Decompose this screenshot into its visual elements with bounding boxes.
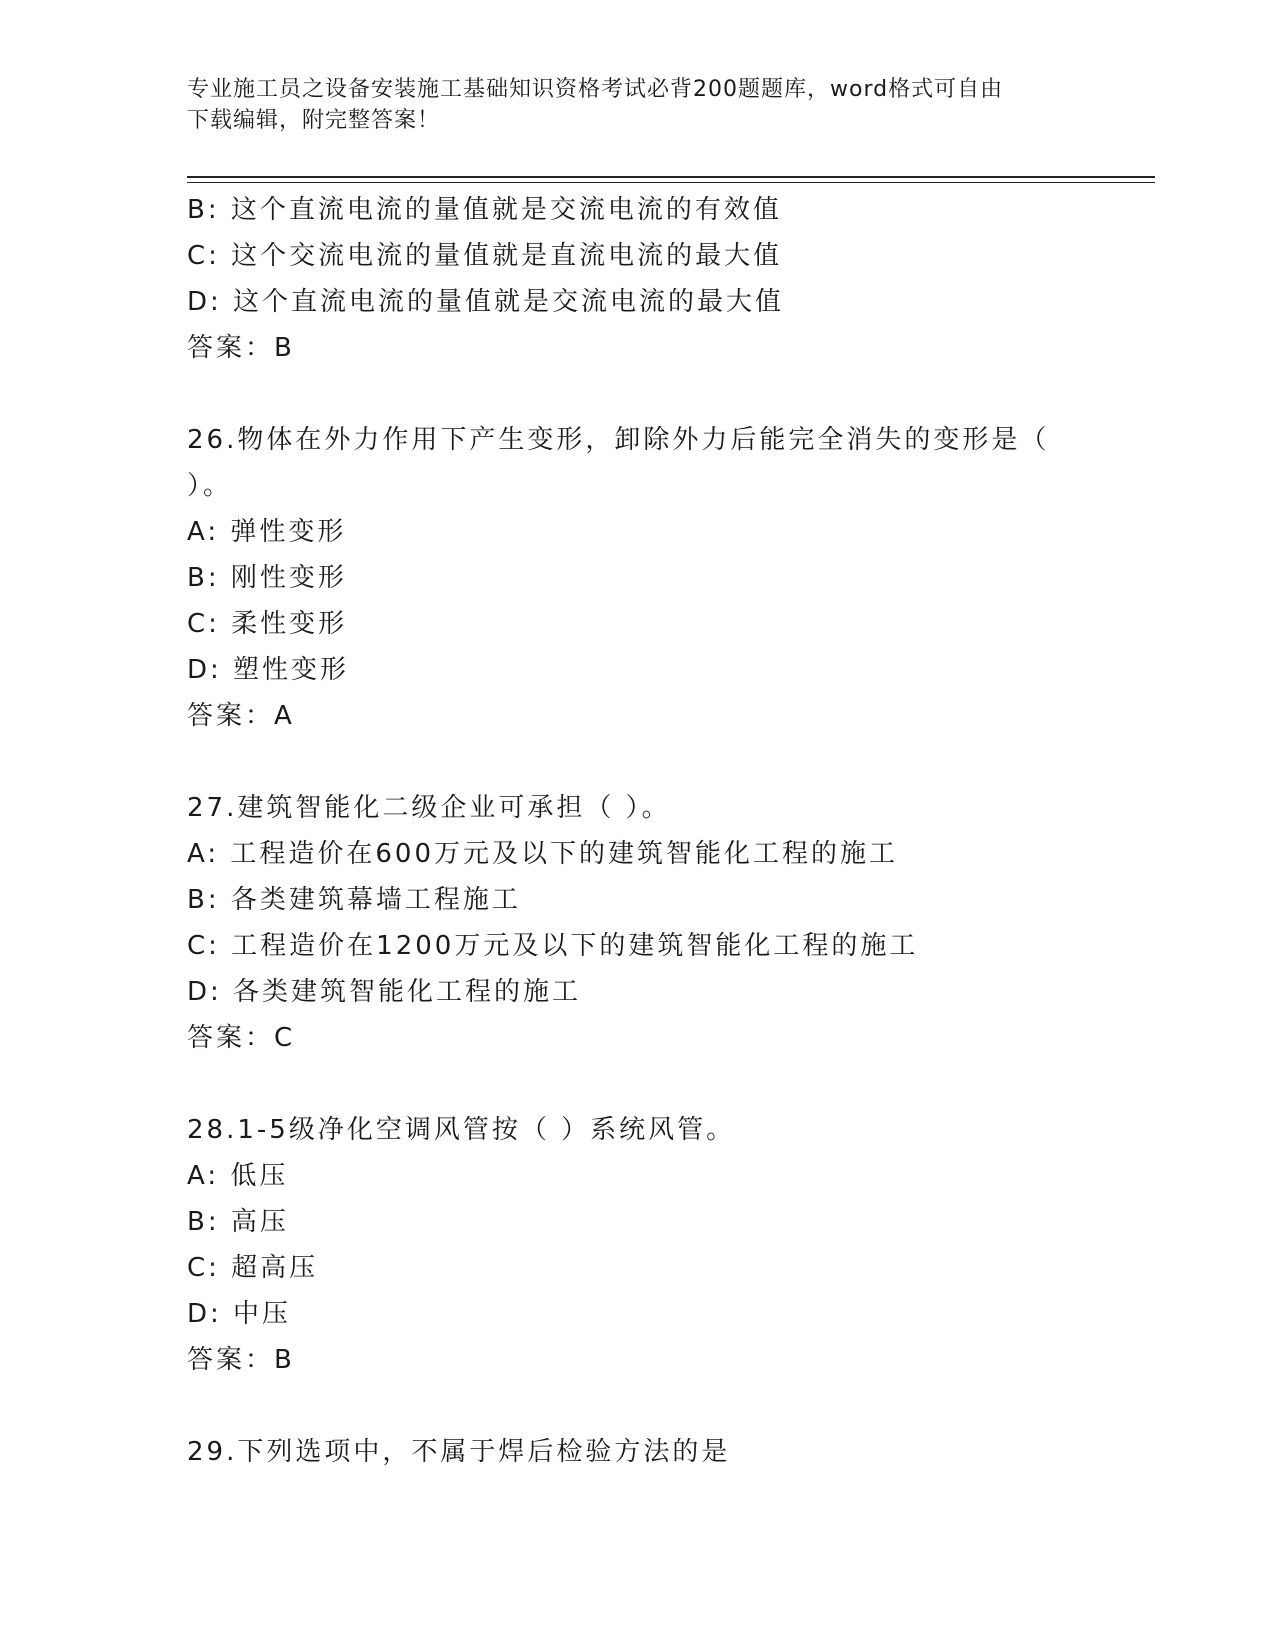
document-header (187, 74, 1067, 136)
question-28-block (187, 1107, 1117, 1383)
header-divider-thick (187, 176, 1155, 178)
option-a: A: 低压 (187, 1161, 289, 1191)
question-text: 27.建筑智能化二级企业可承担（ ）。 (187, 793, 671, 823)
option-b: B: 各类建筑幕墙工程施工 (187, 885, 521, 915)
question-text: 28.1-5级净化空调风管按（ ）系统风管。 (187, 1115, 736, 1145)
question-27-block (187, 785, 1117, 1061)
spacer (187, 739, 1117, 785)
option-d: D: 各类建筑智能化工程的施工 (187, 977, 582, 1007)
spacer (187, 1383, 1117, 1429)
spacer (187, 371, 1117, 417)
question-text-line-1: 26.物体在外力作用下产生变形，卸除外力后能完全消失的变形是（ (187, 425, 1050, 455)
question-list (187, 187, 1117, 1475)
option-b: B: 这个直流电流的量值就是交流电流的有效值 (187, 195, 782, 225)
option-d: D: 塑性变形 (187, 655, 350, 685)
option-c: C: 柔性变形 (187, 609, 348, 639)
answer-label: 答案：A (187, 701, 295, 731)
header-divider-thin (187, 182, 1155, 183)
header-title-line-1: 专业施工员之设备安装施工基础知识资格考试必背200题题库，word格式可自由 (187, 77, 1004, 102)
option-c: C: 这个交流电流的量值就是直流电流的最大值 (187, 241, 783, 271)
question-text: 29.下列选项中，不属于焊后检验方法的是 (187, 1437, 731, 1467)
question-26-block (187, 417, 1117, 739)
option-b: B: 刚性变形 (187, 563, 347, 593)
question-text-line-2: ）。 (187, 471, 233, 501)
option-c: C: 超高压 (187, 1253, 319, 1283)
header-title-line-2: 下载编辑，附完整答案！ (187, 108, 441, 133)
option-d: D: 中压 (187, 1299, 292, 1329)
answer-label: 答案：C (187, 1023, 296, 1053)
question-29-block (187, 1429, 1117, 1475)
option-c: C: 工程造价在1200万元及以下的建筑智能化工程的施工 (187, 931, 919, 961)
option-a: A: 工程造价在600万元及以下的建筑智能化工程的施工 (187, 839, 898, 869)
answer-label: 答案：B (187, 333, 295, 363)
spacer (187, 1061, 1117, 1107)
answer-label: 答案：B (187, 1345, 295, 1375)
question-25-block (187, 187, 1117, 371)
option-b: B: 高压 (187, 1207, 289, 1237)
option-d: D: 这个直流电流的量值就是交流电流的最大值 (187, 287, 785, 317)
option-a: A: 弹性变形 (187, 517, 347, 547)
